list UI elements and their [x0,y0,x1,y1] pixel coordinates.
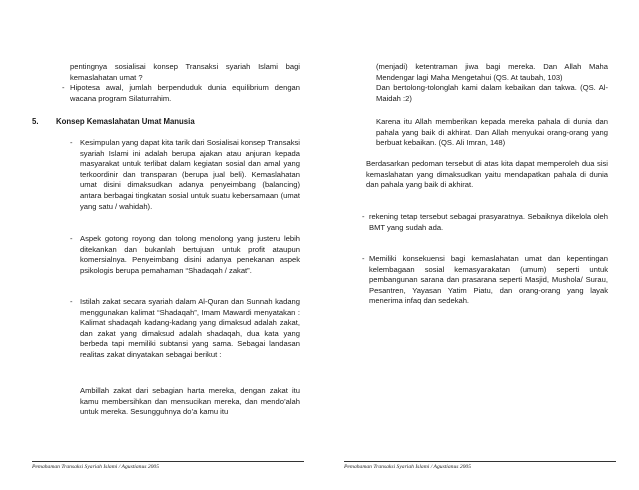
bullet-1-mark: - [362,212,365,221]
hypothesis-text: Hipotesa awal, jumlah berpenduduk dunia equilibrium dengan wacana program Silaturrahim. [70,83,300,103]
bullet-3-text: Istilah zakat secara syariah dalam Al-Quran dan Sunnah kadang menggunakan kalimat “Shadaqah”, Imam Mawardi menyatakan : Kalimat shadaqah kadang-kadang yang dimaksud adalah zakat, dan zakat yang dimaksud adalah shadaqah, dua kata yang berbeda tapi memiliki subtansi yang sama. Sebagai landasan realitas zakat dinyatakan sebagai berikut : [80,297,300,359]
quote-2: Dan bertolong-tolonglah kami dalam kebaikan dan takwa. (QS. Al-Maidah :2) [376,83,608,103]
hypothesis-bullet: - [62,83,65,92]
bullet-1-text: rekening tetap tersebut sebagai prasyaratnya. Sebaiknya dikelola oleh BMT yang sudah ada. [369,212,608,232]
quote-3: Karena itu Allah memberikan kepada mereka pahala di dunia dan pahala yang baik di akhirat. Dan Allah menyukai orang-orang yang berbuat kebaikan. (QS. Ali Imran, 148) [376,117,608,148]
footer-rule [32,461,304,462]
quote-paragraph: Ambillah zakat dari sebagian harta mereka, dengan zakat itu kamu membersihkan dan mensucikan mereka, dan mendo’alah untuk mereka. Sesungguhnya do’a kamu itu [80,386,300,417]
bullet-2-mark: - [70,234,73,243]
bullet-2-text: Memiliki konsekuensi bagi kemaslahatan umat dan kepentingan kelembagaan sosial kemasyarakatan (umum) seperti untuk pembangunan sarana dan prasarana seperti Masjid, Mushola/ Surau, Pesantren, Yayasan Yatim Piatu, dan orang-orang yang layak menerima infaq dan sedekah. [369,254,608,306]
footer-rule [344,461,616,462]
bullet-2-text: Aspek gotong royong dan tolong menolong yang justeru lebih ditekankan dan bukanlah bertujuan untuk profit ataupun komersialnya. Penyeimbang disini adanya penekanan aspek psikologis berupa pemahaman “Shadaqah / zakat”. [80,234,300,275]
right-page [320,0,639,490]
bullet-1-text: Kesimpulan yang dapat kita tarik dari Sosialisai konsep Transaksi syariah Islami ini adalah berupa ajakan atau anjuran kepada masyarakat untuk terlibat dalam kegiatan sosial dan amal yang terkoordinir dan transparan (berupa jual beli). Kemaslahatan umat disini dimaksudkan adanya penyeimbang (balancing) antara berbagai tingkatan sosial untuk suatu kebersamaan (umat yang satu / wahidah). [80,138,300,211]
bullet-2-mark: - [362,254,365,263]
section-title: Konsep Kemaslahatan Umat Manusia [56,117,195,126]
bullet-1-mark: - [70,138,73,147]
section-number: 5. [32,117,39,126]
quote-continued: (menjadi) ketentraman jiwa bagi mereka. Dan Allah Maha Mendengar lagi Maha Mengetahui (QS. At taubah, 103) [376,62,608,82]
footer-text: Pemahaman Transaksi Syariah Islami / Agustianus 2005 [344,464,472,470]
footer-text: Pemahaman Transaksi Syariah Islami / Agustianus 2005 [32,464,160,470]
continued-paragraph: pentingnya sosialisai konsep Transaksi syariah Islami bagi kemaslahatan umat ? [70,62,300,82]
bullet-3-mark: - [70,297,73,306]
summary-paragraph: Berdasarkan pedoman tersebut di atas kita dapat memperoleh dua sisi kemaslahatan yang dimaksudkan yaitu mendapatkan pahala di dunia dan pahala yang baik di akhirat. [366,159,608,190]
